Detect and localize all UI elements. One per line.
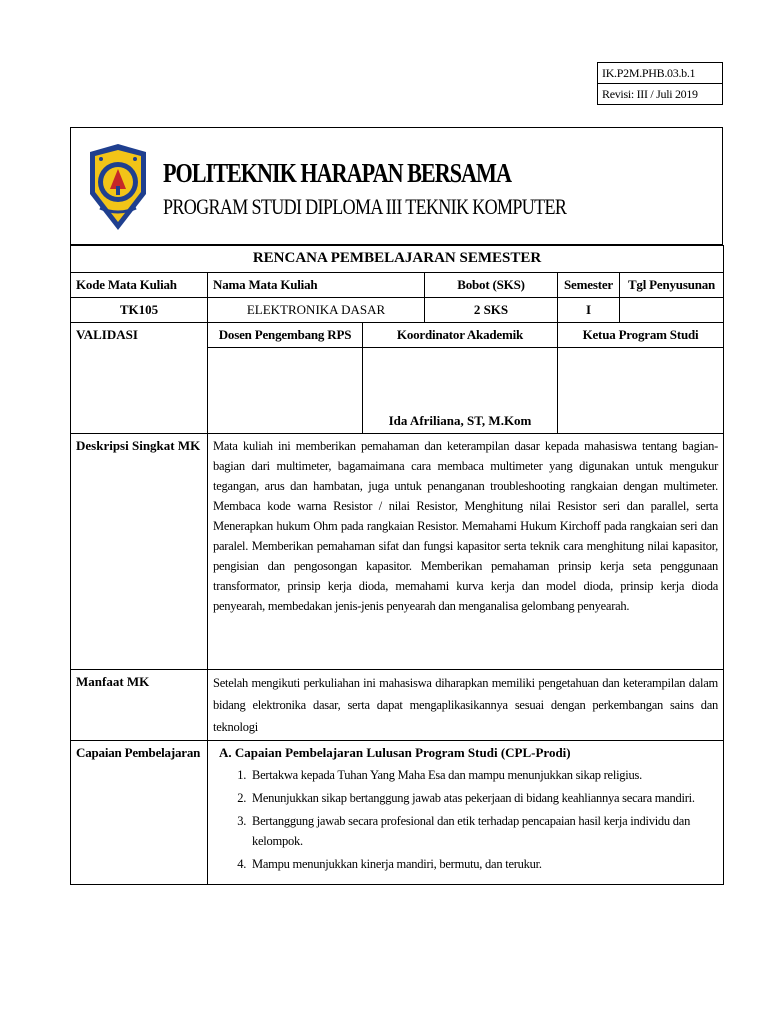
form-id: IK.P2M.PHB.03.b.1	[598, 63, 723, 84]
validasi-ketua-signature	[558, 348, 724, 434]
cpl-list	[213, 765, 718, 874]
col-header-bobot: Bobot (SKS)	[425, 273, 558, 298]
course-name: ELEKTRONIKA DASAR	[208, 298, 425, 323]
institution-seal-logo	[86, 142, 150, 232]
col-header-semester: Semester	[558, 273, 620, 298]
course-semester: I	[558, 298, 620, 323]
revision-label: Revisi: III / Juli 2019	[598, 84, 723, 105]
col-header-kode: Kode Mata Kuliah	[71, 273, 208, 298]
course-code: TK105	[71, 298, 208, 323]
document-header	[70, 127, 723, 245]
document-code-box	[597, 62, 723, 105]
validasi-koordinator-signature	[363, 348, 558, 434]
list-item: 4. Mampu menunjukkan kinerja mandiri, bermutu, dan terukur.	[249, 854, 718, 874]
list-item: 2. Menunjukkan sikap bertanggung jawab atas pekerjaan di bidang keahliannya secara mandiri.	[249, 788, 718, 808]
capaian-label: Capaian Pembelajaran	[71, 741, 208, 885]
col-header-tgl: Tgl Penyusunan	[620, 273, 724, 298]
capaian-content	[208, 741, 724, 885]
rps-title: RENCANA PEMBELAJARAN SEMESTER	[71, 246, 724, 273]
manfaat-text: Setelah mengikuti perkuliahan ini mahasiswa diharapkan memiliki pengetahuan dan keterampilan dalam bidang elektronika dasar, serta dapat mengaplikasikannya sesuai dengan perkembangan sains dan teknologi	[208, 670, 724, 741]
list-item: 1. Bertakwa kepada Tuhan Yang Maha Esa dan mampu menunjukkan sikap religius.	[249, 765, 718, 785]
institution-name: POLITEKNIK HARAPAN BERSAMA	[163, 158, 511, 188]
validasi-ketua-header: Ketua Program Studi	[558, 323, 724, 348]
program-name: PROGRAM STUDI DIPLOMA III TEKNIK KOMPUTER	[163, 194, 567, 219]
validasi-dosen-header: Dosen Pengembang RPS	[208, 323, 363, 348]
deskripsi-label: Deskripsi Singkat MK	[71, 434, 208, 670]
rps-table	[70, 245, 724, 885]
course-credits: 2 SKS	[425, 298, 558, 323]
course-date	[620, 298, 724, 323]
list-item: 3. Bertanggung jawab secara profesional dan etik terhadap pencapaian hasil kerja individu dan kelompok.	[249, 811, 718, 851]
validasi-koordinator-header: Koordinator Akademik	[363, 323, 558, 348]
cpl-heading: A. Capaian Pembelajaran Lulusan Program Studi (CPL-Prodi)	[219, 745, 571, 760]
deskripsi-text: Mata kuliah ini memberikan pemahaman dan keterampilan dasar kepada mahasiswa tentang bagian-bagian dari multimeter, bagamaimana cara membaca multimeter yang digunakan untuk mengukur tegangan, arus dan hambatan, juga untuk penanganan troubleshooting rangkaian dengan multimeter. Membaca kode warna Resistor / nilai Resistor, Menghitung nilai Resistor seri dan parallel, serta Menerapkan hukum Ohm pada rangkaian Resistor. Memahami Hukum Kirchoff pada rangkaian seri dan paralel. Memberikan pemahaman sifat dan fungsi kapasitor serta teknik cara menghitung nilai kapasitor, pengisian dan pengosongan kapasitor. Memberikan pemahaman prinsip kerja seta penggunaan transformator, prinsip kerja dioda, memahami kurva kerja dan model dioda, prinsip kerja dioda penyearah, membedakan jenis-jenis penyearah dan menganalisa gelombang penyearah.	[208, 434, 724, 670]
koordinator-name: Ida Afriliana, ST, M.Kom	[388, 413, 532, 428]
col-header-nama: Nama Mata Kuliah	[208, 273, 425, 298]
manfaat-label: Manfaat MK	[71, 670, 208, 741]
validasi-dosen-signature	[208, 348, 363, 434]
validasi-label: VALIDASI	[71, 323, 208, 434]
